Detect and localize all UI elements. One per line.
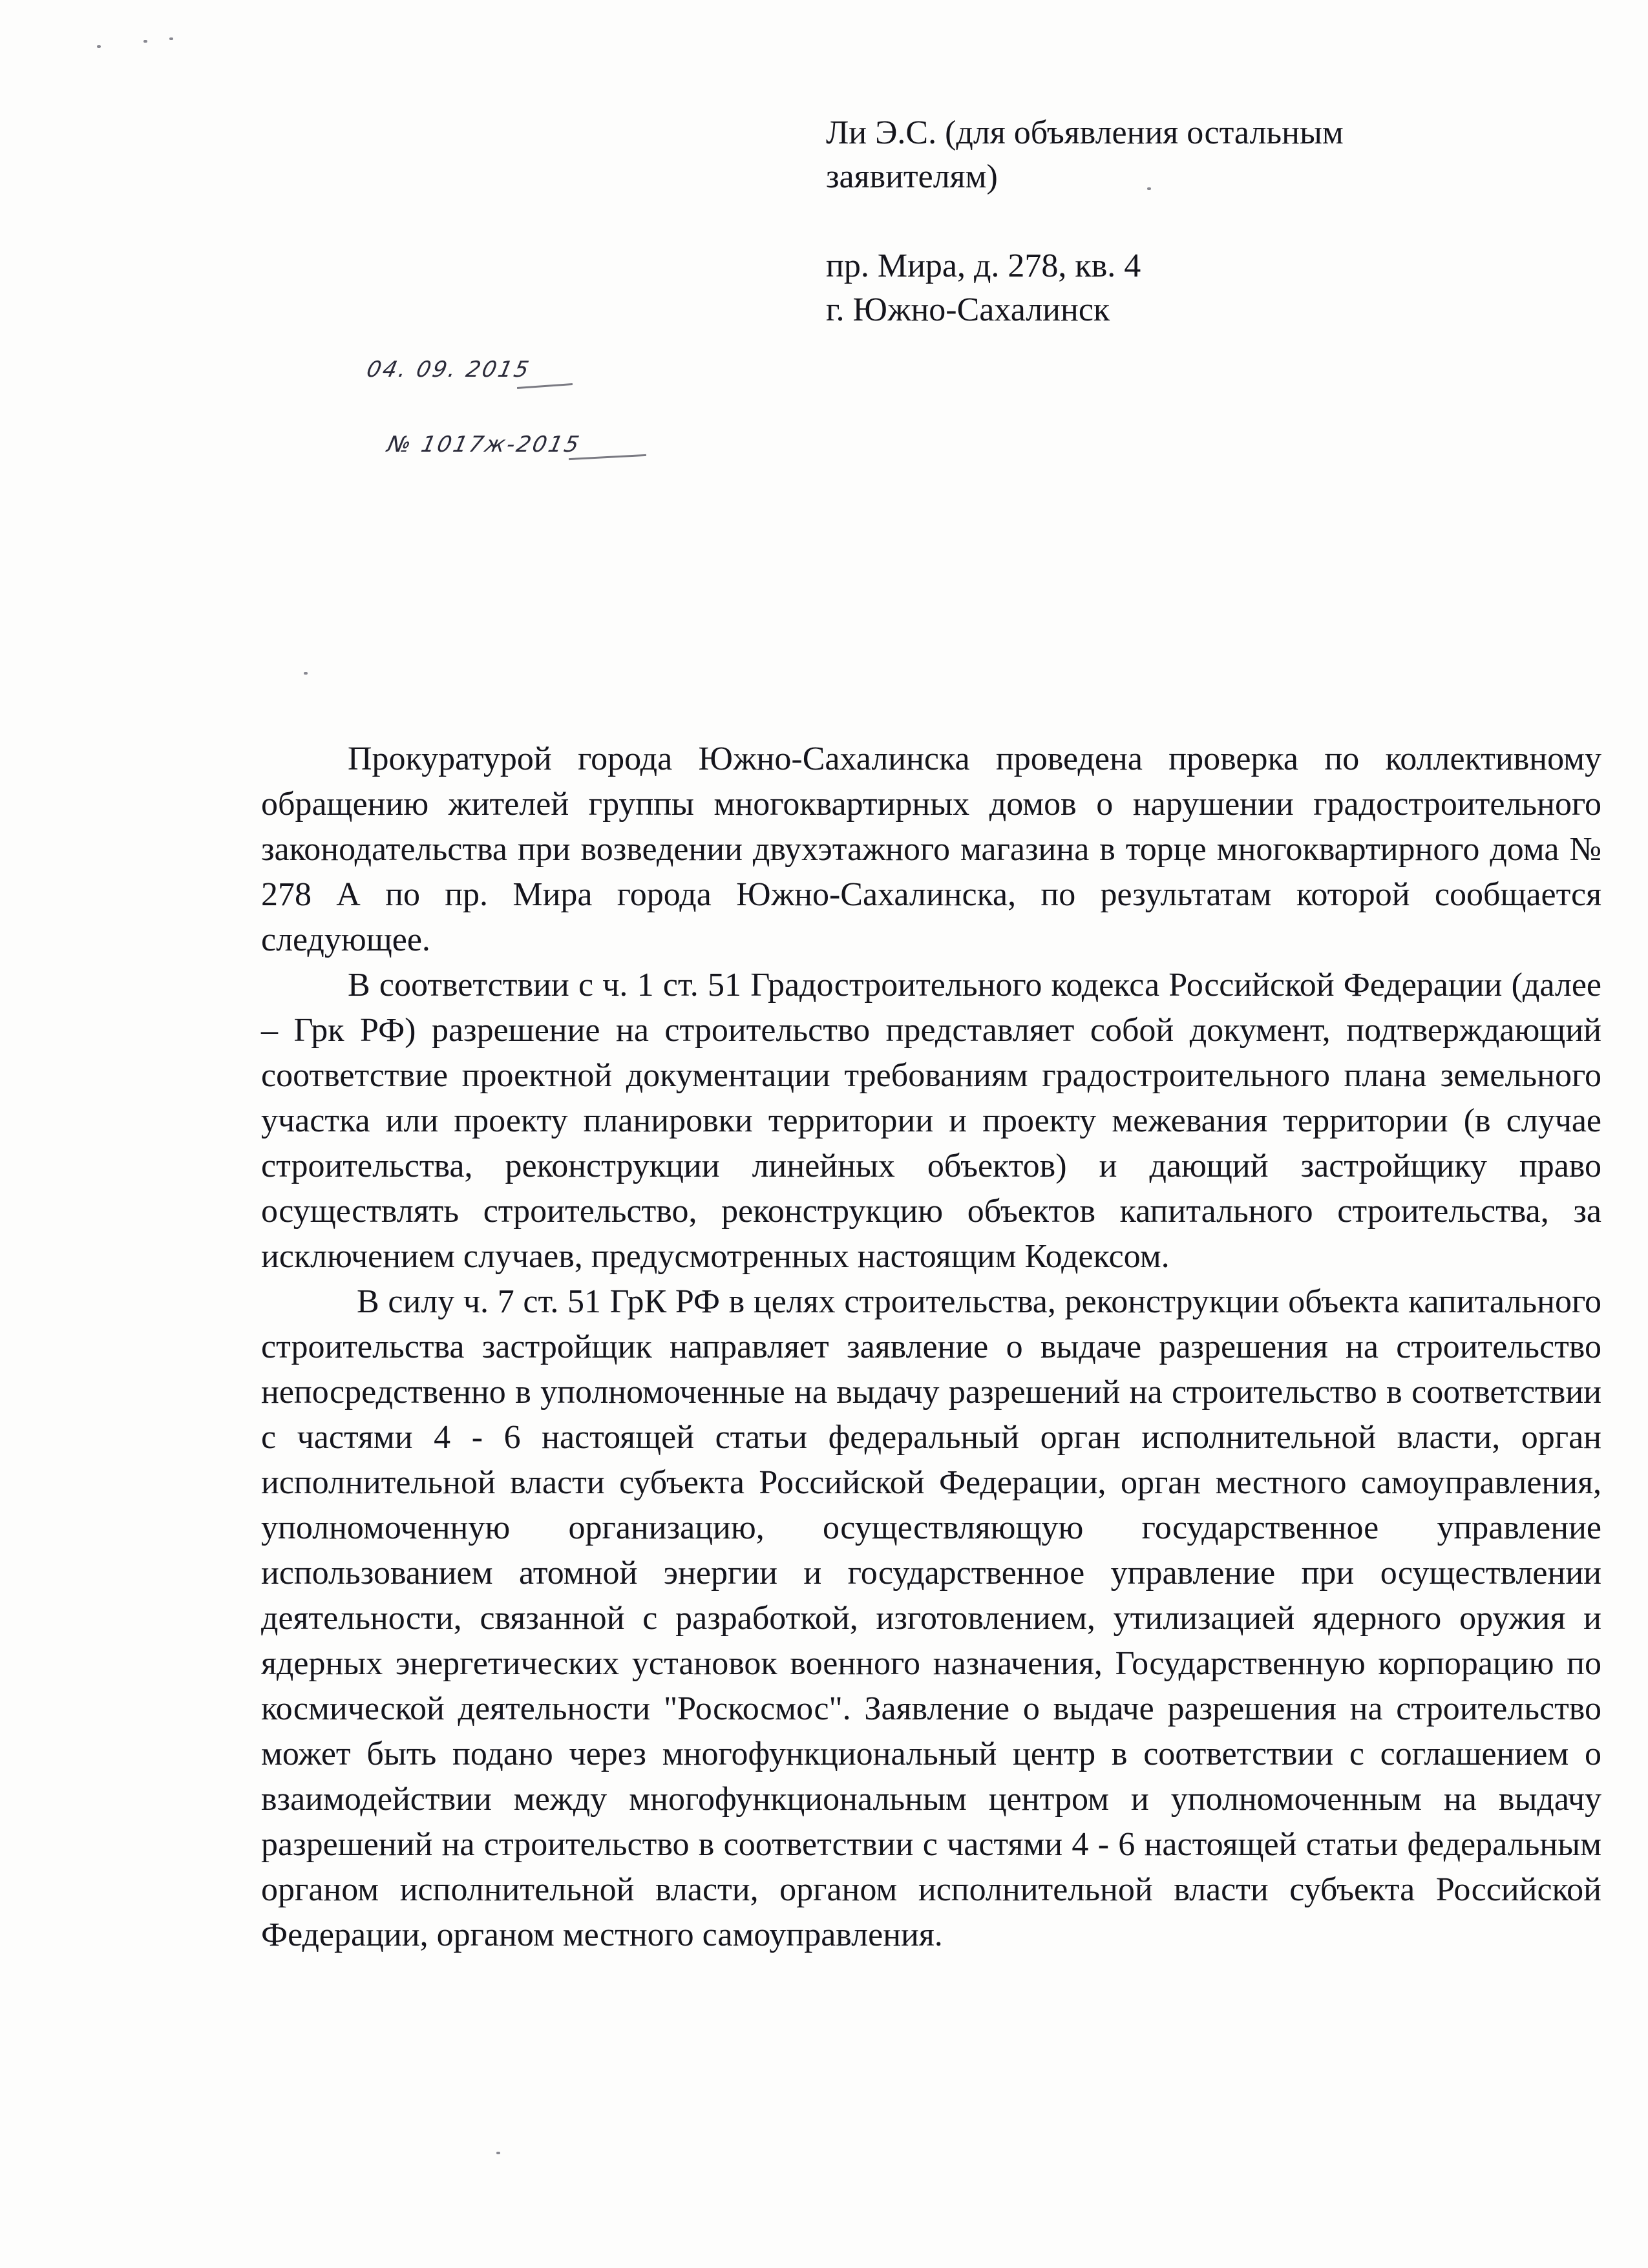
addressee-street: пр. Мира, д. 278, кв. 4	[826, 247, 1141, 284]
scan-speck	[143, 40, 147, 43]
scan-speck	[496, 2152, 500, 2154]
handwritten-outgoing-number: № 1017ж-2015	[385, 432, 584, 457]
scan-speck	[169, 37, 173, 40]
addressee-block	[826, 111, 1472, 332]
body-paragraph: Прокуратурой города Южно-Сахалинска проведена проверка по коллективному обращению жителей группы многоквартирных домов о нарушении градостроительного законодательства при возведении двухэтажного магазина в торце многоквартирного дома № 278 А по пр. Мира города Южно-Сахалинска, по результатам которой сообщается следующее.	[261, 740, 1601, 958]
addressee-name-line: заявителям)	[826, 158, 998, 195]
scan-speck	[304, 672, 308, 675]
addressee-name-line: Ли Э.С. (для объявления остальным	[826, 114, 1344, 151]
body-paragraph: В соответствии с ч. 1 ст. 51 Градостроительного кодекса Российской Федерации (далее – Грк РФ) разрешение на строительство представляет собой документ, подтверждающий соответствие проектной документации требованиям градостроительного плана земельного участка или проекту планировки территории и проекту межевания территории (в случае строительства, реконструкции линейных объектов) и дающий застройщику право осуществлять строительство, реконструкцию объектов капитального строительства, за исключением случаев, предусмотренных настоящим Кодексом.	[261, 967, 1601, 1275]
body-paragraph: В силу ч. 7 ст. 51 ГрК РФ в целях строительства, реконструкции объекта капитального строительства застройщик направляет заявление о выдаче разрешения на строительство непосредственно в уполномоченные на выдачу разрешений на строительство в соответствии с частями 4 - 6 настоящей статьи федеральный орган исполнительной власти, орган исполнительной власти субъекта Российской Федерации, орган местного самоуправления, уполномоченную организацию, осуществляющую государственное управление использованием атомной энергии и государственное управление при осуществлении деятельности, связанной с разработкой, изготовлением, утилизацией ядерного оружия и ядерных энергетических установок военного назначения, Государственную корпорацию по космической деятельности "Роскосмос". Заявление о выдаче разрешения на строительство может быть подано через многофункциональный центр в соответствии с соглашением о взаимодействии между многофункциональным центром и уполномоченным на выдачу разрешений на строительство в соответствии с частями 4 - 6 настоящей статьи федеральным органом исполнительной власти, органом исполнительной власти субъекта Российской Федерации, органом местного самоуправления.	[261, 1283, 1601, 1953]
scan-speck	[97, 45, 101, 48]
handwritten-date: 04. 09. 2015	[364, 357, 533, 383]
handwritten-underline	[517, 383, 573, 389]
handwritten-underline	[569, 454, 646, 460]
letter-body	[261, 737, 1601, 1958]
addressee-city: г. Южно-Сахалинск	[826, 291, 1110, 328]
